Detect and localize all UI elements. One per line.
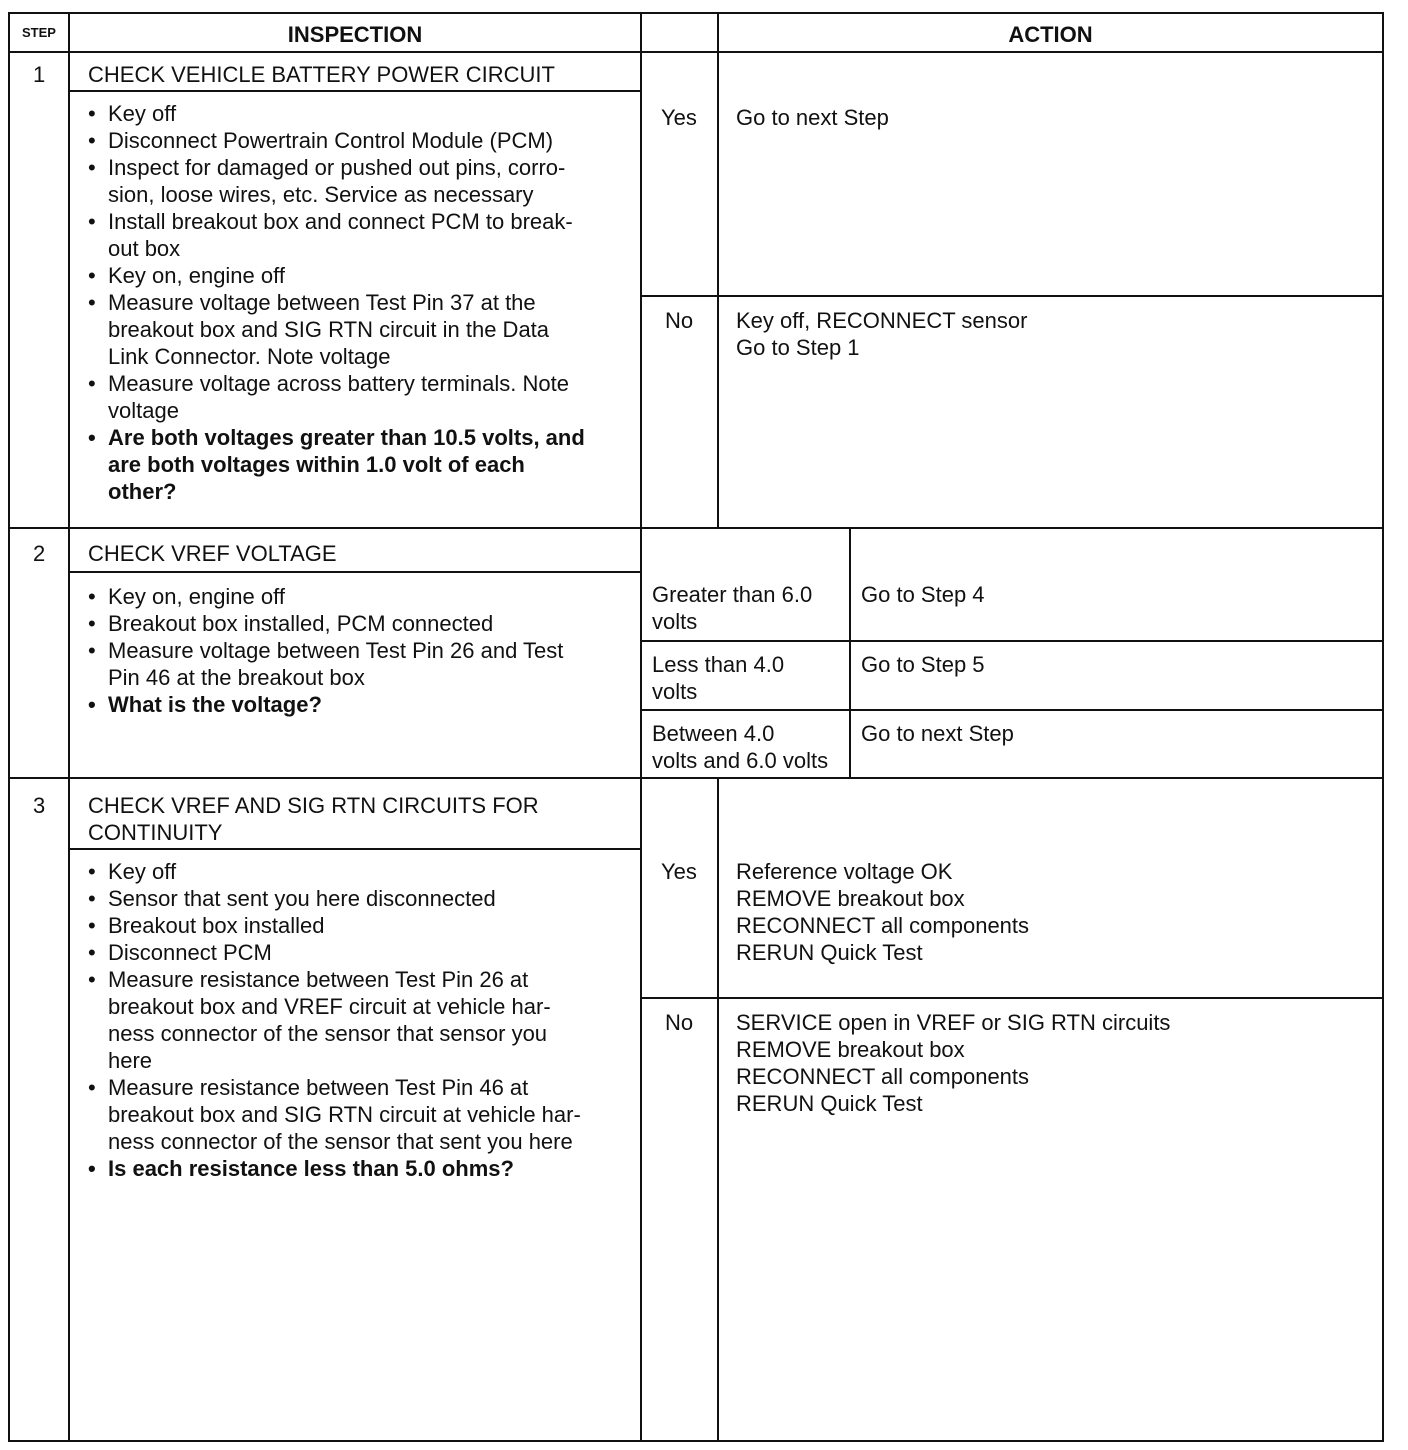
result-condition: Greater than 6.0 volts (652, 582, 813, 634)
inspection-question: • Are both voltages greater than 10.5 volts, and are both voltages within 1.0 volt of each other? (86, 424, 642, 505)
inspection-item: • Disconnect Powertrain Control Module (PCM) (86, 127, 642, 154)
header-inspection: INSPECTION (287, 22, 423, 47)
inspection-item: • Key on, engine off (86, 583, 642, 610)
step-number: 3 (33, 793, 46, 818)
inspection-item: • Measure resistance between Test Pin 26 at breakout box and VREF circuit at vehicle har- ness connector of the sensor that sensor you here (86, 966, 642, 1074)
row-divider-1 (8, 527, 1384, 529)
table-border-bottom (8, 1440, 1384, 1442)
step1-result-divider (717, 51, 719, 529)
step-title: CHECK VREF VOLTAGE (88, 541, 337, 566)
step-number: 2 (33, 541, 46, 566)
inspection-item: • Key on, engine off (86, 262, 642, 289)
result-action: Reference voltage OK REMOVE breakout box RECONNECT all components RERUN Quick Test (736, 859, 1030, 965)
table-border-right (1382, 12, 1384, 1442)
inspection-list (86, 858, 642, 1182)
table-border-left (8, 12, 10, 1442)
step2-title-underline (68, 571, 642, 573)
step2-result-row-divider-1 (640, 640, 1384, 642)
inspection-item: • Sensor that sent you here disconnected (86, 885, 642, 912)
result-action: Go to Step 4 (861, 582, 985, 607)
inspection-list (86, 100, 642, 505)
step-number: 1 (33, 62, 46, 87)
inspection-question: • What is the voltage? (86, 691, 642, 718)
header-divider (8, 51, 1384, 53)
result-condition: Yes (661, 859, 697, 884)
inspection-list (86, 583, 642, 718)
result-condition: No (665, 1010, 694, 1035)
result-action: Go to next Step (861, 721, 1014, 746)
header-step: STEP (22, 25, 56, 40)
result-condition: Between 4.0 volts and 6.0 volts (652, 721, 829, 773)
step3-result-divider (717, 777, 719, 1442)
step-column-divider (68, 12, 70, 1442)
inspection-item: • Measure voltage across battery terminals. Note voltage (86, 370, 642, 424)
inspection-item: • Inspect for damaged or pushed out pins, corro- sion, loose wires, etc. Service as necessary (86, 154, 642, 208)
inspection-item: • Measure voltage between Test Pin 37 at the breakout box and SIG RTN circuit in the Data Link Connector. Note voltage (86, 289, 642, 370)
step-title: CHECK VREF AND SIG RTN CIRCUITS FOR CONTINUITY (88, 793, 539, 845)
result-condition: Yes (661, 105, 697, 130)
step-title: CHECK VEHICLE BATTERY POWER CIRCUIT (88, 62, 555, 87)
result-condition: No (665, 308, 694, 333)
inspection-item: • Key off (86, 100, 642, 127)
step3-title-underline (68, 848, 642, 850)
inspection-item: • Install breakout box and connect PCM to break- out box (86, 208, 642, 262)
header-action: ACTION (1008, 22, 1093, 47)
step1-title-underline (68, 90, 642, 92)
result-action: Key off, RECONNECT sensor Go to Step 1 (736, 308, 1028, 360)
result-action: Go to next Step (736, 105, 889, 130)
inspection-item: • Breakout box installed, PCM connected (86, 610, 642, 637)
inspection-item: • Key off (86, 858, 642, 885)
inspection-question: • Is each resistance less than 5.0 ohms? (86, 1155, 642, 1182)
inspection-item: • Breakout box installed (86, 912, 642, 939)
step2-result-row-divider-2 (640, 709, 1384, 711)
result-action: SERVICE open in VREF or SIG RTN circuits REMOVE breakout box RECONNECT all components RERUN Quick Test (736, 1010, 1171, 1116)
result-condition: Less than 4.0 volts (652, 652, 785, 704)
row-divider-2 (8, 777, 1384, 779)
result-action: Go to Step 5 (861, 652, 985, 677)
step2-result-divider (849, 527, 851, 779)
inspection-item: • Measure resistance between Test Pin 46 at breakout box and SIG RTN circuit at vehicle har- ness connector of the sensor that sent you here (86, 1074, 642, 1155)
inspection-item: • Disconnect PCM (86, 939, 642, 966)
step3-result-row-divider (640, 997, 1384, 999)
step1-result-row-divider (640, 295, 1384, 297)
inspection-item: • Measure voltage between Test Pin 26 and Test Pin 46 at the breakout box (86, 637, 642, 691)
table-border-top (8, 12, 1384, 14)
